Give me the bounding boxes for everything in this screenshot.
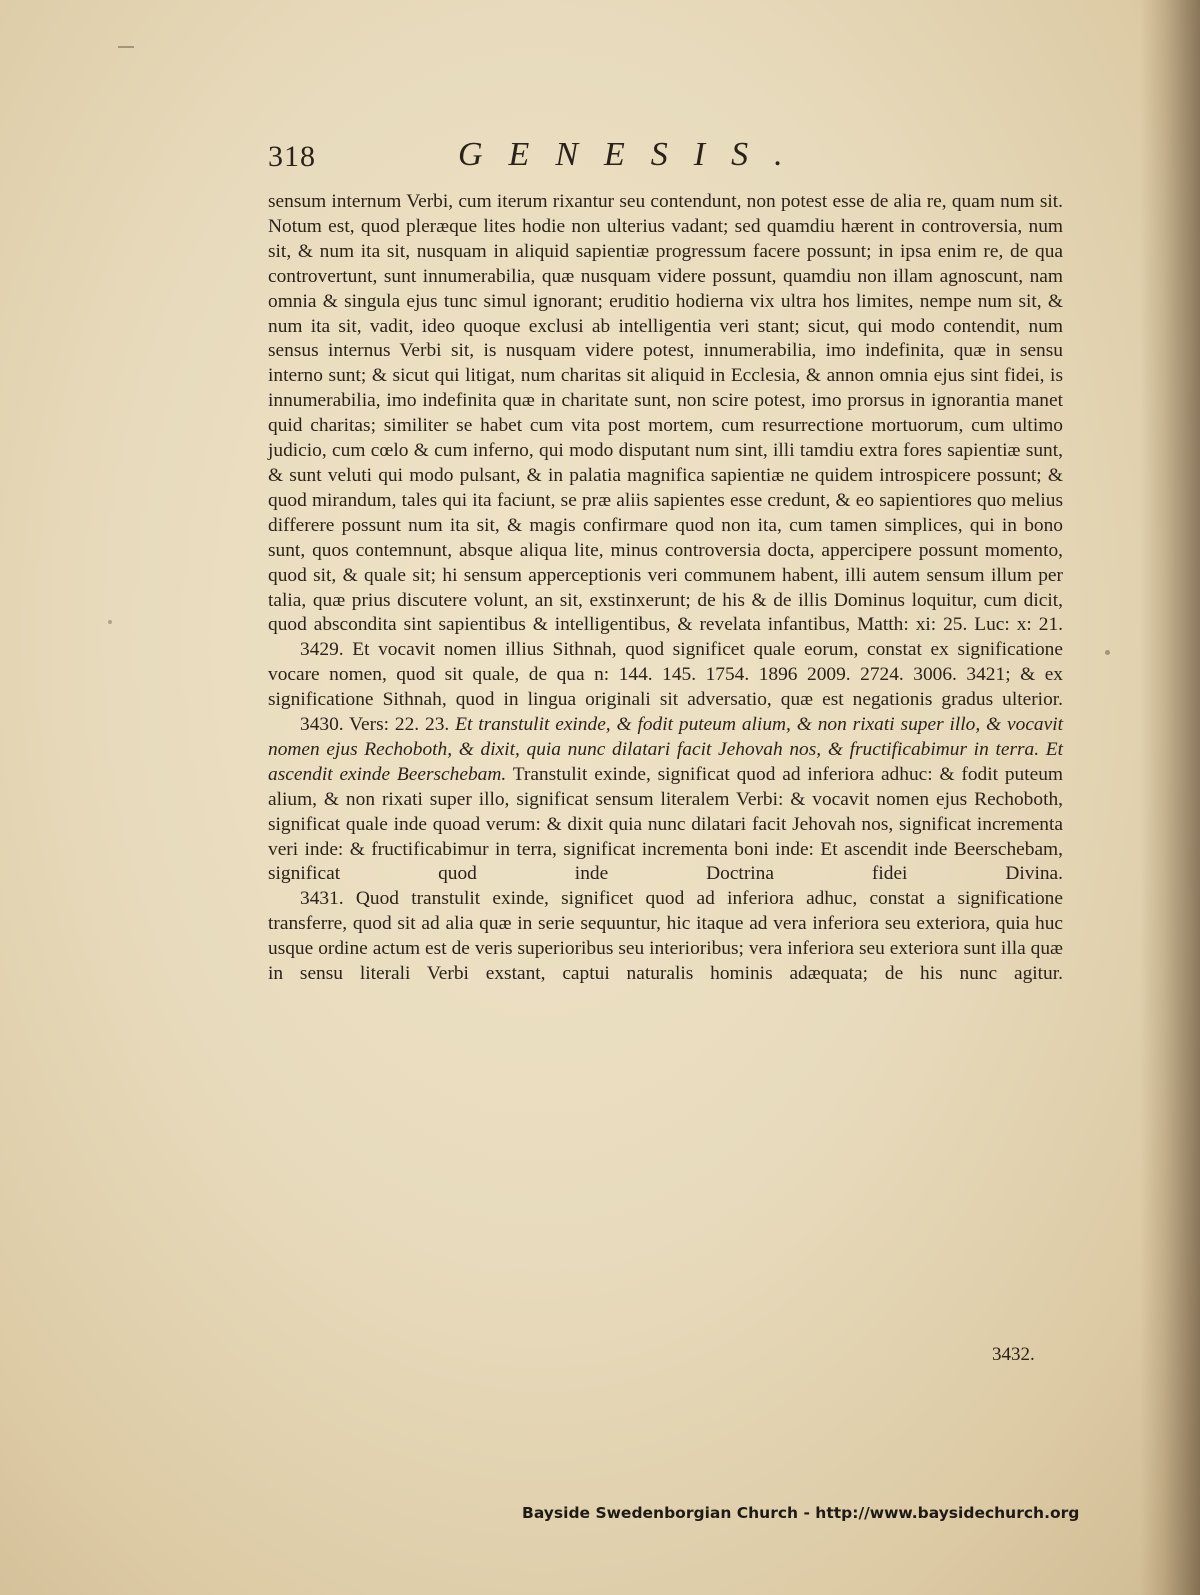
paper-mark (118, 46, 134, 48)
paragraph-text: Quod transtulit exinde, significet quod ad inferiora adhuc, constat a significatione transferre, quod sit ad alia quæ in serie sequuntur, hic itaque ad vera inferiora seu exteriora, quia huc usque ordine actum est de veris superioribus seu interioribus; vera inferiora seu exteriora sunt illa quæ in sensu literali Verbi exstant, captui naturalis hominis adæquata; de his nunc agitur. (268, 888, 1063, 985)
book-gutter-shadow (1140, 0, 1200, 1595)
running-title: GENESIS. (458, 136, 809, 173)
paragraph (268, 638, 1063, 713)
verse-reference: Vers: 22. 23. (349, 714, 450, 736)
paragraph-text: Transtulit exinde, significat quod ad inferiora adhuc: & fodit puteum alium, & non rixati super illo, significat sensum literalem Verbi: & vocavit nomen ejus Rechoboth, significat quale inde quoad verum: & dixit quia nunc dilatari facit Jehovah nos, significat incrementa veri inde: & fructificabimur in terra, significat incrementa boni inde: Et ascendit inde Beerschebam, significat quod inde Doctrina fidei Divina. (268, 763, 1064, 885)
catchword: 3432. (992, 1344, 1035, 1365)
page-header (268, 136, 1063, 194)
scripture-quote: Et transtulit exinde, & fodit puteum alium, & non rixati super illo, & vocavit nomen ejus Rechoboth, & dixit, quia nunc dilatari facit Jehovah nos, & fructificabimur in terra. Et ascendit exinde Beerschebam. (268, 714, 1063, 785)
footer-credit: Bayside Swedenborgian Church - http://www.baysidechurch.org (522, 1504, 1080, 1522)
paper-speck (1105, 650, 1110, 655)
paper-speck (108, 620, 112, 624)
body-text (268, 190, 1063, 987)
section-number: 3430. (300, 714, 344, 736)
paragraph (268, 887, 1063, 987)
page-number: 318 (268, 140, 316, 173)
book-page (268, 136, 1064, 1365)
section-number: 3431. (300, 888, 344, 910)
section-number: 3429. (300, 639, 344, 661)
paragraph (268, 713, 1063, 887)
paragraph-text: sensum internum Verbi, cum iterum rixantur seu contendunt, non potest esse de alia re, quam num sit. Notum est, quod pleræque lites hodie non ulterius vadant; sed quamdiu hærent in controversia, num sit, & num ita sit, nusquam in aliquid sapientiæ progressum facere possunt; in ipsa enim re, de qua controvertunt, sunt innumerabilia, quæ nusquam videre possunt, quamdiu non illam agnoscunt, nam omnia & singula ejus tunc simul ignorant; eruditio hodierna vix ultra hos limites, nempe num sit, & num ita sit, vadit, ideo quoque exclusi ab intelligentia veri stant; sicut, qui modo contendit, num sensus internus Verbi sit, is nusquam videre potest, innumerabilia, imo indefinita, quæ in sensu interno sunt; & sicut qui litigat, num charitas sit aliquid in Ecclesia, & annon omnia ejus sint fidei, is innumerabilia, imo indefinita quæ in charitate sunt, non scire potest, imo prorsus in ignorantia manet quid charitas; similiter se habet cum vita post mortem, cum resurrectione mortuorum, cum ultimo judicio, cum cœlo & cum inferno, qui modo disputant num sint, illi tamdiu extra fores sapientiæ sunt, & sunt veluti qui modo pulsant, & in palatia magnifica sapientiæ ne quidem introspicere possunt; & quod mirandum, tales qui ita faciunt, se præ aliis sapientes esse credunt, & eo sapientiores quo melius differere possunt num ita sit, & magis confirmare quod non ita, cum tamen simplices, qui in bono sunt, quos contemnunt, absque aliqua lite, minus controversia docta, appercipere possunt momento, quod sit, & quale sit; hi sensum apperceptionis veri communem habent, illi autem sensum illum per talia, quæ prius discutere volunt, an sit, exstinxerunt; de his & de illis Dominus loquitur, cum dicit, quod abscondita sint sapientibus & intelligentibus, & revelata infantibus, Matth: xi: 25. Luc: x: 21. (268, 191, 1063, 636)
paragraph-text: Et vocavit nomen illius Sithnah, quod significet quale eorum, constat ex significatione vocare nomen, quod sit quale, de qua n: 144. 145. 1754. 1896 2009. 2724. 3006. 3421; & ex significatione Sithnah, quod in lingua originali sit adversatio, quæ est negationis gradus ulterior. (268, 639, 1063, 711)
paragraph (268, 190, 1063, 638)
